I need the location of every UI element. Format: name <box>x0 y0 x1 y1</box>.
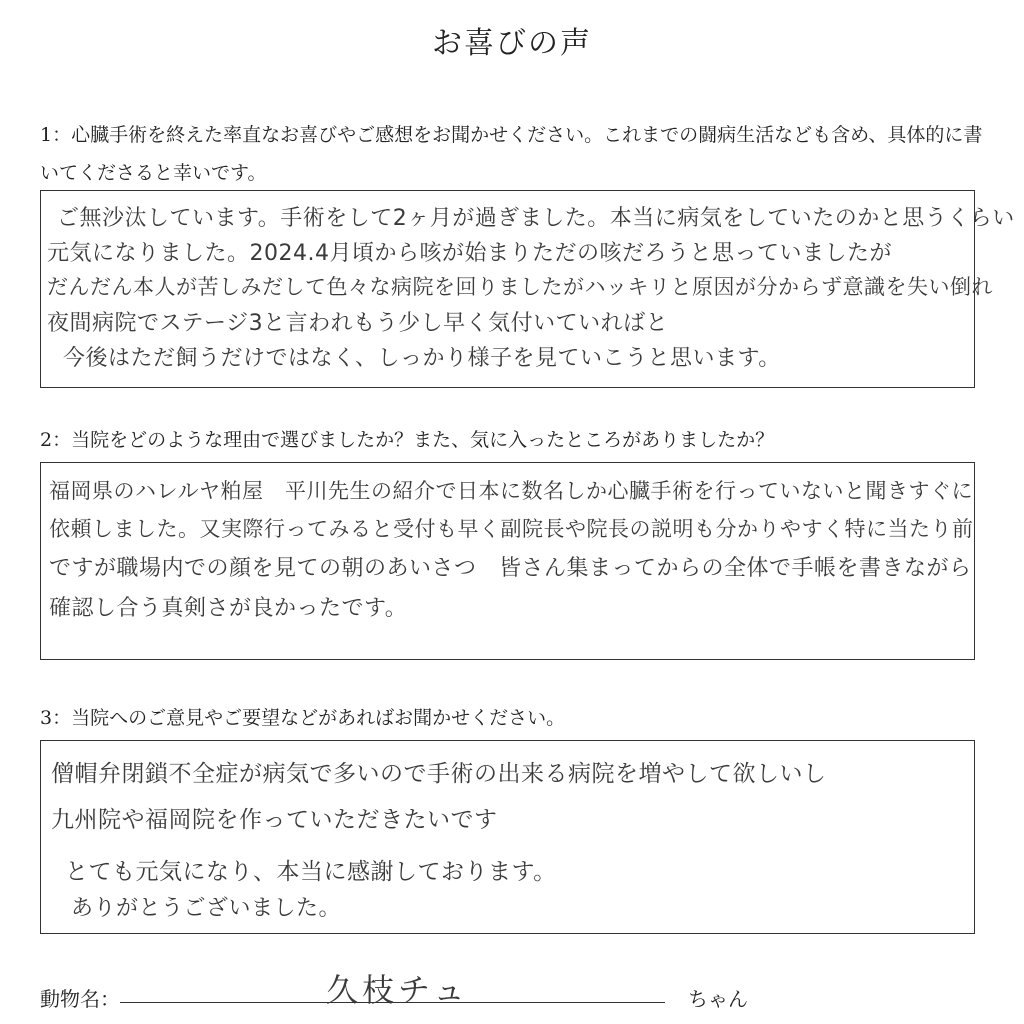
answer-box-1 <box>40 190 1015 388</box>
answer-box-3 <box>40 740 975 934</box>
answer-3-line: 僧帽弁閉鎖不全症が病気で多いので手術の出来る病院を増やして欲しいし <box>51 761 827 787</box>
page-title: お喜びの声 <box>432 26 592 61</box>
answer-3-line: 九州院や福岡院を作っていただきたいです <box>51 807 498 833</box>
answer-1-line: ご無沙汰しています。手術をして2ヶ月が過ぎました。本当に病気をしていたのかと思うくらい <box>57 206 1015 231</box>
answer-3-line: とても元気になり、本当に感謝しております。 <box>65 859 557 885</box>
answer-1-line: だんだん本人が苦しみだして色々な病院を回りましたがハッキリと原因が分からず意識を失い倒れ <box>47 275 993 299</box>
pet-name-label: 動物名： <box>40 987 120 1011</box>
pet-name-suffix: ちゃん <box>688 987 748 1011</box>
answer-1-line: 元気になりました。2024.4月頃から咳が始まりただの咳だろうと思っていましたが <box>47 241 892 266</box>
answer-2-line: 福岡県のハレルヤ粕屋 平川先生の紹介で日本に数名しか心臓手術を行っていないと聞きすぐに <box>49 479 973 503</box>
question-2-prompt: 2：当院をどのような理由で選びましたか？また、気に入ったところがありましたか？ <box>40 429 775 451</box>
answer-2-line: 確認し合う真剣さが良かったです。 <box>49 596 408 621</box>
question-3-prompt: 3：当院へのご意見やご要望などがあればお聞かせください。 <box>40 707 566 729</box>
question-1-prompt: 1：心臓手術を終えた率直なお喜びやご感想をお聞かせください。これまでの闘病生活なども含め、具体的に書いてくださると幸いです。 <box>40 124 983 184</box>
answer-3-line: ありがとうございました。 <box>71 896 342 921</box>
pet-name-value: 久枝チュ <box>326 971 470 1009</box>
answer-box-2 <box>40 462 975 660</box>
answer-1-line: 夜間病院でステージ3と言われもう少し早く気付いていればと <box>47 311 669 336</box>
answer-2-line: ですが職場内での顔を見ての朝のあいさつ 皆さん集まってからの全体で手帳を書きながら <box>49 556 972 581</box>
answer-1-line: 今後はただ飼うだけではなく、しっかり様子を見ていこうと思います。 <box>63 346 781 371</box>
answer-2-line: 依頼しました。又実際行ってみると受付も早く副院長や院長の説明も分かりやすく特に当たり前 <box>49 517 974 541</box>
